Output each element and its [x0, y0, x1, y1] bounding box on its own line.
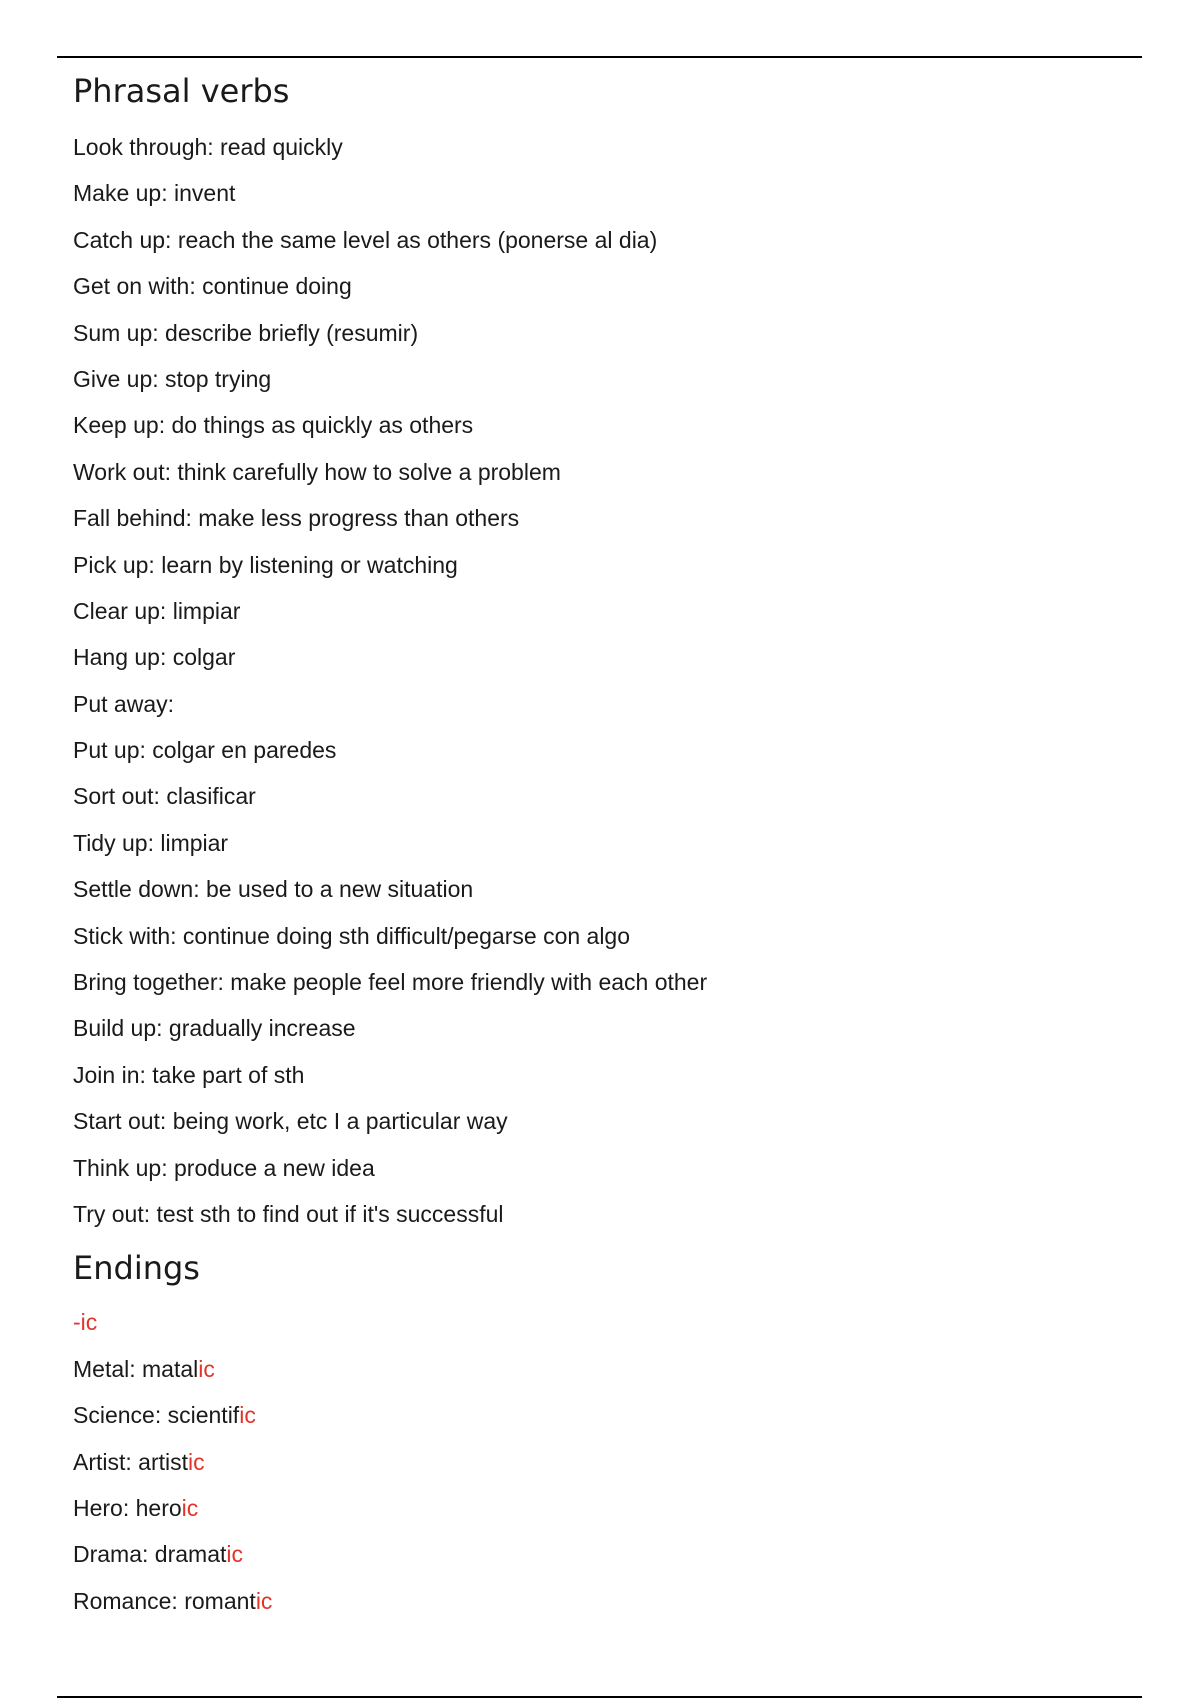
ending-suffix: ic [239, 1402, 256, 1429]
phrasal-verbs-list [73, 124, 1133, 1237]
phrasal-verb-item: Start out: being work, etc I a particular way [73, 1108, 508, 1135]
endings-heading: Endings [73, 1249, 200, 1288]
ending-base: Drama: dramat [73, 1541, 227, 1568]
phrasal-verbs-heading: Phrasal verbs [73, 72, 290, 110]
ending-base: Metal: matal [73, 1355, 199, 1382]
phrasal-verb-item: Join in: take part of sth [73, 1061, 305, 1088]
phrasal-verb-item: Tidy up: limpiar [73, 829, 229, 856]
phrasal-verb-item: Fall behind: make less progress than others [73, 505, 520, 532]
top-rule [57, 56, 1142, 58]
phrasal-verb-item: Give up: stop trying [73, 365, 272, 392]
phrasal-verb-item: Settle down: be used to a new situation [73, 876, 474, 903]
phrasal-verb-item: Hang up: colgar [73, 644, 236, 671]
ending-suffix: ic [188, 1448, 205, 1475]
ending-suffix: ic [226, 1541, 243, 1568]
ending-item [73, 1485, 1133, 1531]
phrasal-verb-item: Catch up: reach the same level as others (ponerse al dia) [73, 226, 658, 253]
phrasal-verb-item: Build up: gradually increase [73, 1015, 356, 1042]
phrasal-verb-item: Keep up: do things as quickly as others [73, 412, 474, 439]
ending-base: Romance: romant [73, 1587, 256, 1614]
phrasal-verb-item: Make up: invent [73, 180, 236, 207]
endings-suffix-label: -ic [73, 1309, 98, 1336]
phrasal-verb-item: Think up: produce a new idea [73, 1154, 375, 1181]
ending-item [73, 1578, 1133, 1624]
ending-suffix: ic [181, 1494, 199, 1521]
ending-suffix: ic [255, 1587, 273, 1614]
document-body [73, 66, 1133, 1624]
phrasal-verb-item: Sort out: clasificar [73, 783, 256, 810]
bottom-rule [57, 1696, 1142, 1698]
phrasal-verb-item: Try out: test sth to find out if it's successful [73, 1200, 504, 1227]
phrasal-verb-item: Stick with: continue doing sth difficult/pegarse con algo [73, 922, 631, 949]
phrasal-verb-item: Bring together: make people feel more friendly with each other [73, 969, 708, 996]
phrasal-verb-item: Work out: think carefully how to solve a problem [73, 458, 561, 485]
ending-base: Hero: hero [73, 1494, 182, 1521]
phrasal-verb-item: Look through: read quickly [73, 134, 343, 160]
ending-base: Artist: artist [73, 1448, 189, 1475]
ending-suffix: ic [198, 1355, 215, 1382]
phrasal-verb-item: Sum up: describe briefly (resumir) [73, 319, 419, 346]
endings-list [73, 1346, 1133, 1624]
ending-item [73, 1392, 1133, 1438]
ending-item [73, 1439, 1133, 1485]
phrasal-verb-item: Put up: colgar en paredes [73, 737, 337, 764]
ending-item [73, 1346, 1133, 1392]
ending-item [73, 1531, 1133, 1577]
phrasal-verb-item: Get on with: continue doing [73, 273, 352, 300]
phrasal-verb-item: Put away: [73, 690, 174, 717]
phrasal-verb-item: Pick up: learn by listening or watching [73, 551, 458, 578]
phrasal-verb-item: Clear up: limpiar [73, 597, 241, 624]
ending-base: Science: scientif [73, 1402, 240, 1429]
